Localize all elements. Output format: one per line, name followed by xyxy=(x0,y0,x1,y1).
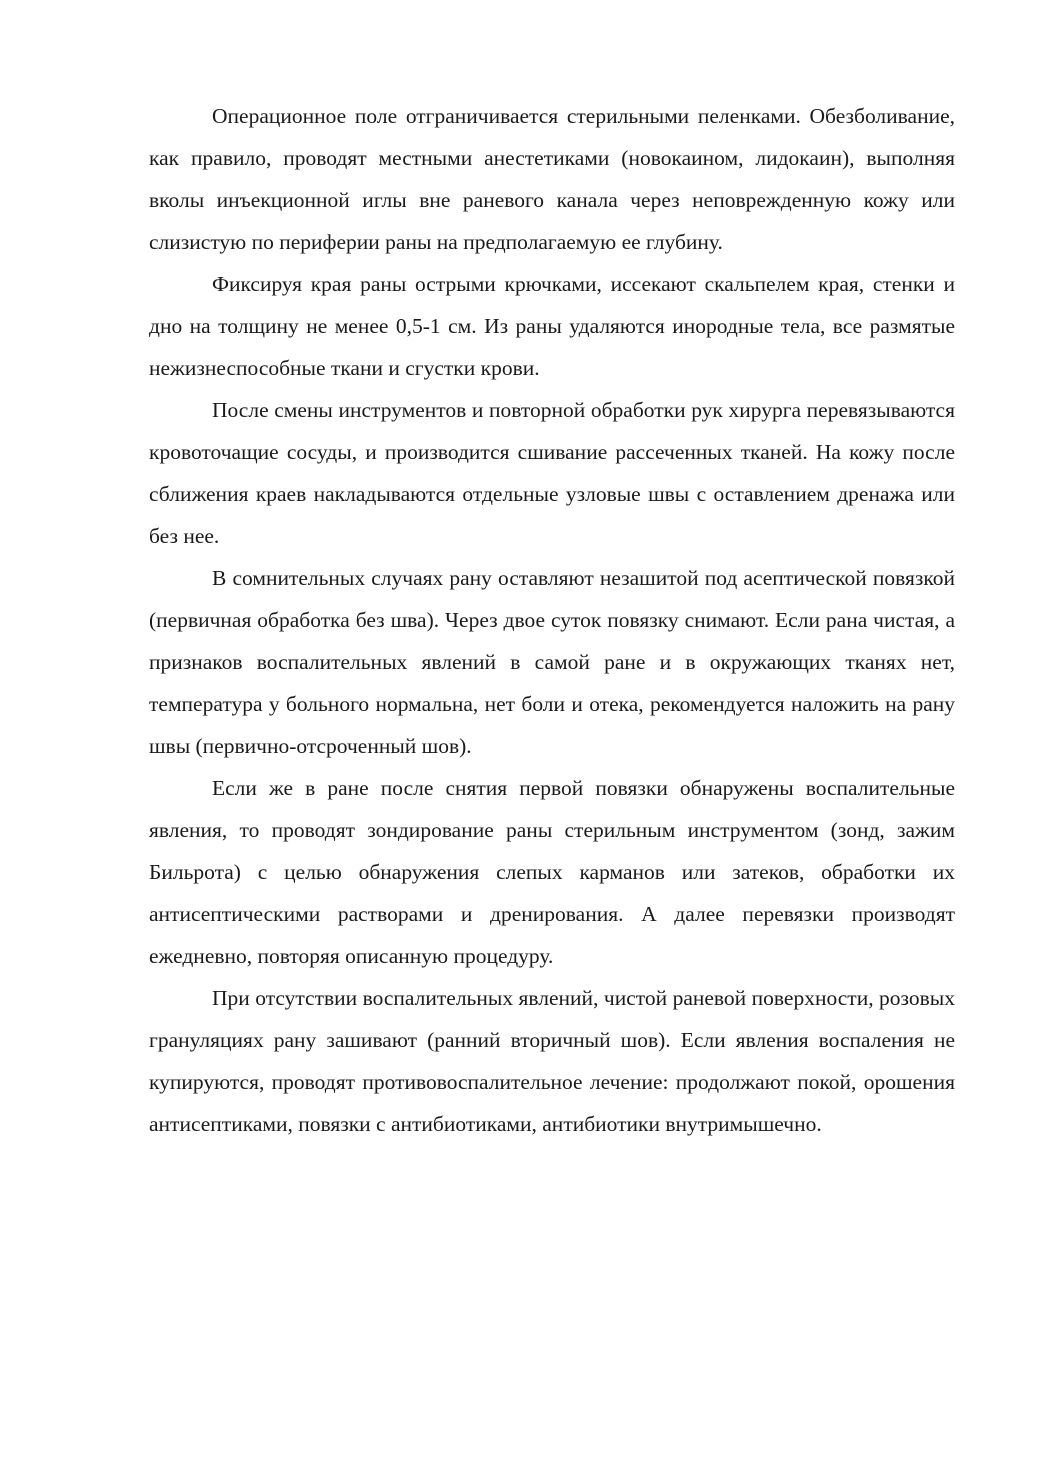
document-body xyxy=(149,95,955,1145)
paragraph-delayed-suture: В сомнительных случаях рану оставляют незашитой под асептической повязкой (первичная обработка без шва). Через двое суток повязку снимают. Если рана чистая, а признаков воспалительных явлений в самой ране и в окружающих тканях нет, температура у больного нормальна, нет боли и отека, рекомендуется наложить на рану швы (первично-отсроченный шов). xyxy=(149,566,955,758)
paragraph-wound-excision: Фиксируя края раны острыми крючками, иссекают скальпелем края, стенки и дно на толщину не менее 0,5-1 см. Из раны удаляются инородные тела, все размятые нежизнеспособные ткани и сгустки крови. xyxy=(149,272,955,380)
paragraph-operative-field: Операционное поле отграничивается стерильными пеленками. Обезболивание, как правило, проводят местными анестетиками (новокаином, лидокаин), выполняя вколы инъекционной иглы вне раневого канала через неповрежденную кожу или слизистую по периферии раны на предполагаемую ее глубину. xyxy=(149,104,955,254)
paragraph-suturing: После смены инструментов и повторной обработки рук хирурга перевязываются кровоточащие сосуды, и производится сшивание рассеченных тканей. На кожу после сближения краев накладываются отдельные узловые швы с оставлением дренажа или без нее. xyxy=(149,398,955,548)
paragraph-secondary-suture: При отсутствии воспалительных явлений, чистой раневой поверхности, розовых грануляциях рану зашивают (ранний вторичный шов). Если явления воспаления не купируются, проводят противовоспалительное лечение: продолжают покой, орошения антисептиками, повязки с антибиотиками, антибиотики внутримышечно. xyxy=(149,986,955,1136)
paragraph-wound-probing: Если же в ране после снятия первой повязки обнаружены воспалительные явления, то проводят зондирование раны стерильным инструментом (зонд, зажим Бильрота) с целью обнаружения слепых карманов или затеков, обработки их антисептическими растворами и дренирования. А далее перевязки производят ежедневно, повторяя описанную процедуру. xyxy=(149,776,955,968)
